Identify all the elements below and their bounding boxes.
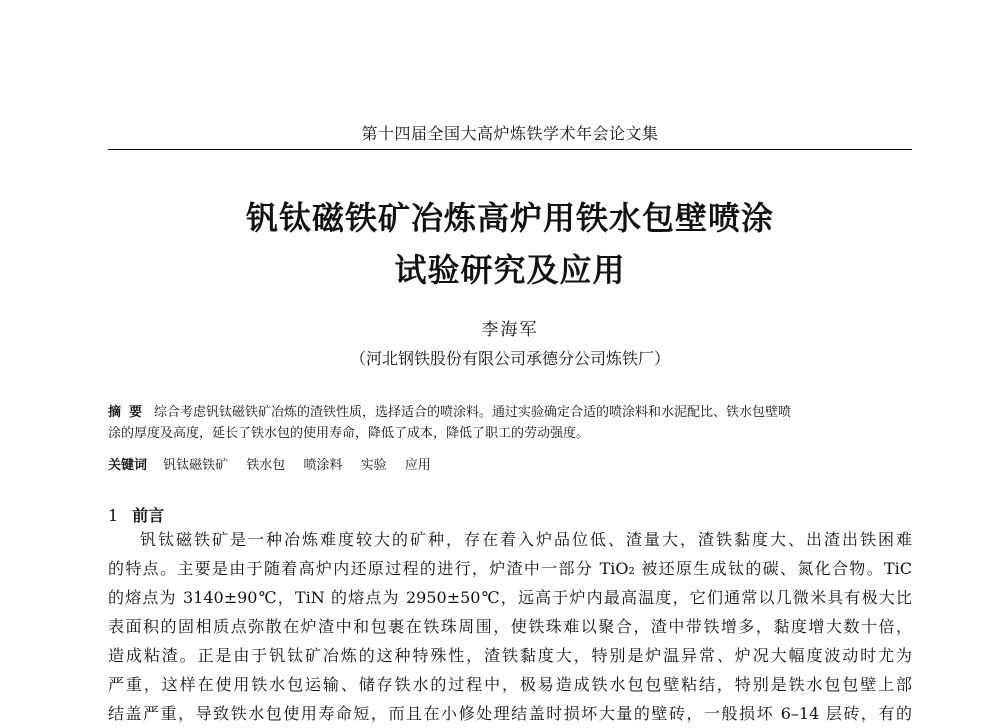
section-heading-introduction [108, 503, 164, 526]
section-number: 1 [108, 506, 119, 525]
abstract-line-2: 涂的厚度及高度，延长了铁水包的使用寿命，降低了成本，降低了职工的劳动强度。 [108, 426, 590, 441]
abstract-line-1 [108, 402, 912, 423]
keyword-item: 应用 [404, 458, 431, 473]
running-header: 第十四届全国大高炉炼铁学术年会论文集 [361, 124, 659, 143]
body-line: 的熔点为 3140±90℃，TiN 的熔点为 2950±50℃，远高于炉内最高温度，它们通常以几微米具有极大比 [108, 588, 912, 607]
keywords [108, 454, 912, 473]
abstract [108, 402, 912, 444]
keyword-item: 实验 [360, 458, 387, 473]
paper-title-line-2: 试验研究及应用 [394, 251, 626, 289]
section-title: 前言 [132, 506, 165, 525]
keywords-label: 关键词 [108, 458, 148, 473]
body-line: 造成粘渣。正是由于钒钛矿冶炼的这种特殊性，渣铁黏度大，特别是炉温异常、炉况大幅度波动时尤为 [108, 646, 912, 665]
body-line: 的特点。主要是由于随着高炉内还原过程的进行，炉渣中一部分 TiO₂ 被还原生成钛的碳、氮化合物。TiC [108, 559, 912, 578]
body-line: 严重，这样在使用铁水包运输、储存铁水的过程中，极易造成铁水包包壁粘结，特别是铁水包包壁上部 [108, 675, 912, 694]
keyword-item: 铁水包 [246, 458, 286, 473]
body-line: 表面积的固相质点弥散在炉渣中和包裹在铁珠周围，使铁珠难以聚合，渣中带铁增多，黏度增大数十倍， [108, 617, 912, 636]
section-body [108, 525, 912, 728]
header-rule [108, 149, 912, 150]
keyword-item: 钒钛磁铁矿 [163, 458, 229, 473]
keyword-item: 喷涂料 [303, 458, 343, 473]
author-name: 李海军 [481, 320, 539, 340]
author-affiliation: （河北钢铁股份有限公司承德分公司炼铁厂） [349, 349, 670, 368]
abstract-label: 摘要 [108, 405, 151, 420]
abstract-text-1: 综合考虑钒钛磁铁矿冶炼的渣铁性质，选择适合的喷涂料。通过实验确定合适的喷涂料和水泥配比、铁水包壁喷 [154, 405, 792, 420]
body-line: 钒钛磁铁矿是一种冶炼难度较大的矿种，存在着入炉品位低、渣量大，渣铁黏度大、出渣出铁困难 [140, 530, 912, 549]
body-line: 结盖严重，导致铁水包使用寿命短，而且在小修处理结盖时损坏大量的壁砖，一般损坏 6–14 层砖，有的 [108, 704, 912, 723]
paper-title-line-1: 钒钛磁铁矿冶炼高炉用铁水包壁喷涂 [245, 199, 774, 237]
